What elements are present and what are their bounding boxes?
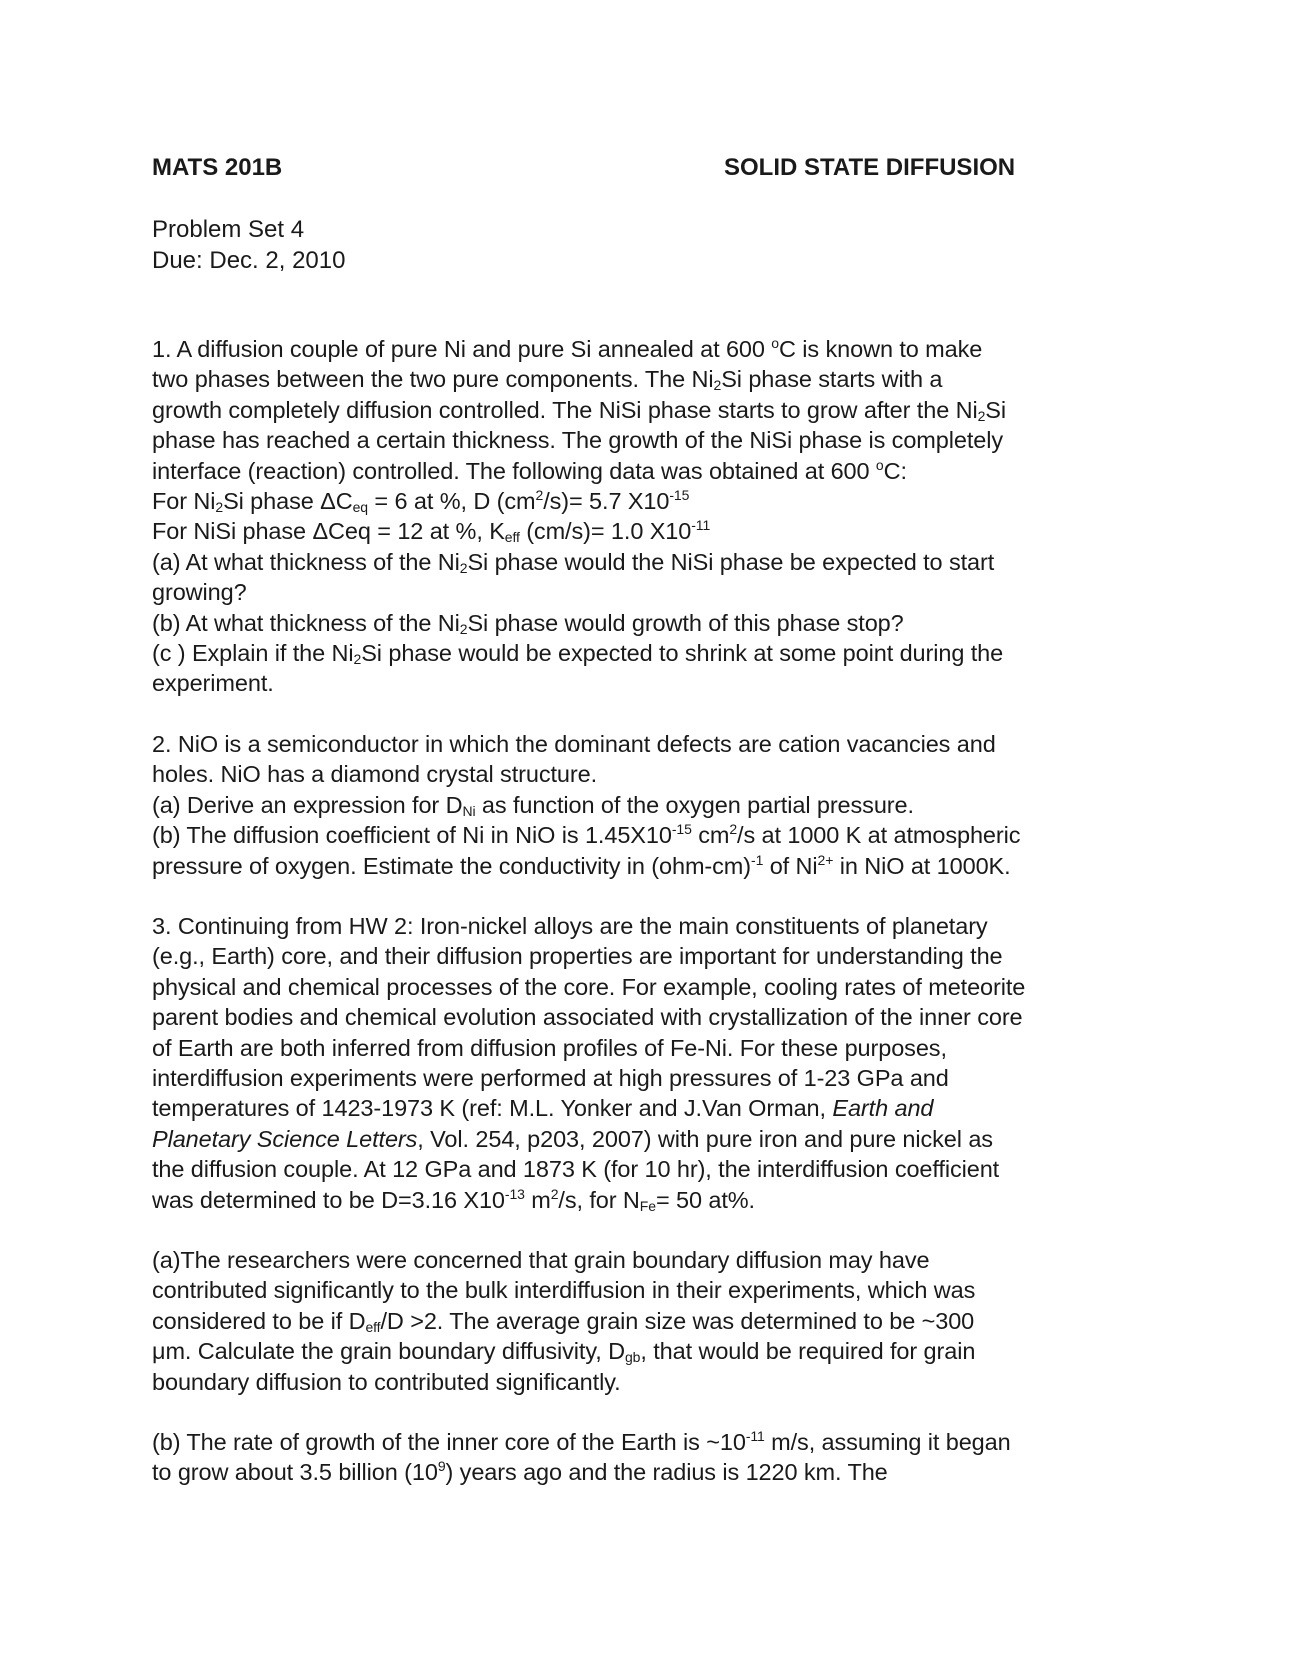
text-line: For $Ni_2Si$ phase $\Delta C_{eq} = 6$ at %, D $(cm^2/s)= 5.7$ $X10^{-15}$ bbox=[152, 487, 690, 516]
text-line: interdiffusion experiments were performed at high pressures of 1-23 GPa and bbox=[152, 1064, 949, 1091]
journal-title: Earth and bbox=[832, 1095, 934, 1122]
problem-set-title: Problem Set 4 bbox=[152, 216, 305, 243]
text-line: boundary diffusion to contributed significantly. bbox=[152, 1368, 621, 1395]
text-line: phase has reached a certain thickness. The growth of the NiSi phase is completely bbox=[152, 427, 1003, 454]
text-line: Planetary Science Letters, Vol. 254, p203, 2007) with pure iron and pure nickel as bbox=[152, 1125, 993, 1152]
journal-title: Planetary Science Letters bbox=[152, 1125, 418, 1152]
question-1b: (b) At what thickness of the $Ni_2Si$ phase would growth of this phase stop? bbox=[152, 609, 904, 637]
text-line: was determined to be D=3.16 $X10^{-13}$ $m^2/s$, for $N_{Fe}= 50$ at%. bbox=[152, 1185, 755, 1214]
text-line: interface (reaction) controlled. The following data was obtained at 600 $^o$C: bbox=[152, 456, 907, 484]
course-code: MATS 201B bbox=[152, 154, 283, 181]
text-line: the diffusion couple. At 12 GPa and 1873 K (for 10 hr), the interdiffusion coefficient bbox=[152, 1156, 1000, 1183]
question-3a bbox=[152, 1245, 1132, 1397]
text-line: μm. Calculate the grain boundary diffusivity, $D_{gb}$, that would be required for grain bbox=[152, 1338, 976, 1366]
text-line: experiment. bbox=[152, 670, 274, 697]
problem-3 bbox=[152, 911, 1132, 1215]
question-1a: (a) At what thickness of the $Ni_2Si$ phase would the NiSi phase be expected to start bbox=[152, 548, 995, 576]
due-date: Due: Dec. 2, 2010 bbox=[152, 247, 346, 274]
text-line: growing? bbox=[152, 579, 247, 606]
text-line: 1. A diffusion couple of pure Ni and pure Si annealed at 600 $^o$C is known to make bbox=[152, 335, 983, 362]
text-line: growth completely diffusion controlled. The NiSi phase starts to grow after the $Ni_2Si$ bbox=[152, 396, 1006, 424]
text-line: holes. NiO has a diamond crystal structure. bbox=[152, 761, 598, 788]
text-line: 2. NiO is a semiconductor in which the dominant defects are cation vacancies and bbox=[152, 730, 996, 757]
text-line: For NiSi phase ΔCeq = 12 at %, $K_{eff}$ (cm/s)= 1.0 $X10^{-11}$ bbox=[152, 517, 711, 546]
text-line: pressure of oxygen. Estimate the conductivity in $(ohm-cm)^{-1}$ of $Ni^{2+}$ in NiO at 1000K. bbox=[152, 851, 1011, 879]
document-body bbox=[152, 334, 1132, 1488]
problem-2 bbox=[152, 729, 1132, 881]
text-line: temperatures of 1423-1973 K (ref: M.L. Yonker and J.Van Orman, Earth and bbox=[152, 1095, 934, 1122]
text-line: physical and chemical processes of the core. For example, cooling rates of meteorite bbox=[152, 973, 1026, 1000]
text-line: contributed significantly to the bulk interdiffusion in their experiments, which was bbox=[152, 1277, 976, 1304]
text-line: parent bodies and chemical evolution associated with crystallization of the inner core bbox=[152, 1004, 1023, 1031]
text-line: (e.g., Earth) core, and their diffusion properties are important for understanding the bbox=[152, 943, 1003, 970]
question-1c: (c ) Explain if the $Ni_2Si$ phase would be expected to shrink at some point during the bbox=[152, 640, 1004, 668]
text-line: to grow about 3.5 billion $(10^9)$ years ago and the radius is 1220 km. The bbox=[152, 1458, 888, 1486]
problem-set-info bbox=[152, 214, 345, 276]
text-line: (b) The rate of growth of the inner core of the Earth is $\sim 10^{-11}$ m/s, assuming it began bbox=[152, 1428, 1011, 1455]
problem-1 bbox=[152, 334, 1132, 699]
text-line: two phases between the two pure components. The $Ni_2Si$ phase starts with a bbox=[152, 366, 943, 394]
text-line: 3. Continuing from HW 2: Iron-nickel alloys are the main constituents of planetary bbox=[152, 912, 988, 939]
text-line: of Earth are both inferred from diffusion profiles of Fe-Ni. For these purposes, bbox=[152, 1034, 947, 1061]
text-line: considered to be if $D_{eff}/D >2$. The average grain size was determined to be ~300 bbox=[152, 1307, 975, 1335]
question-2b: (b) The diffusion coefficient of Ni in NiO is $1.45X10^{-15}$ $cm^2/s$ at 1000 K at atmospheric bbox=[152, 821, 1021, 849]
course-subject: SOLID STATE DIFFUSION bbox=[724, 154, 1016, 181]
question-2a: (a) Derive an expression for $D_{Ni}$ as function of the oxygen partial pressure. bbox=[152, 791, 914, 819]
question-3b bbox=[152, 1427, 1132, 1488]
text-line: (a)The researchers were concerned that grain boundary diffusion may have bbox=[152, 1246, 930, 1273]
